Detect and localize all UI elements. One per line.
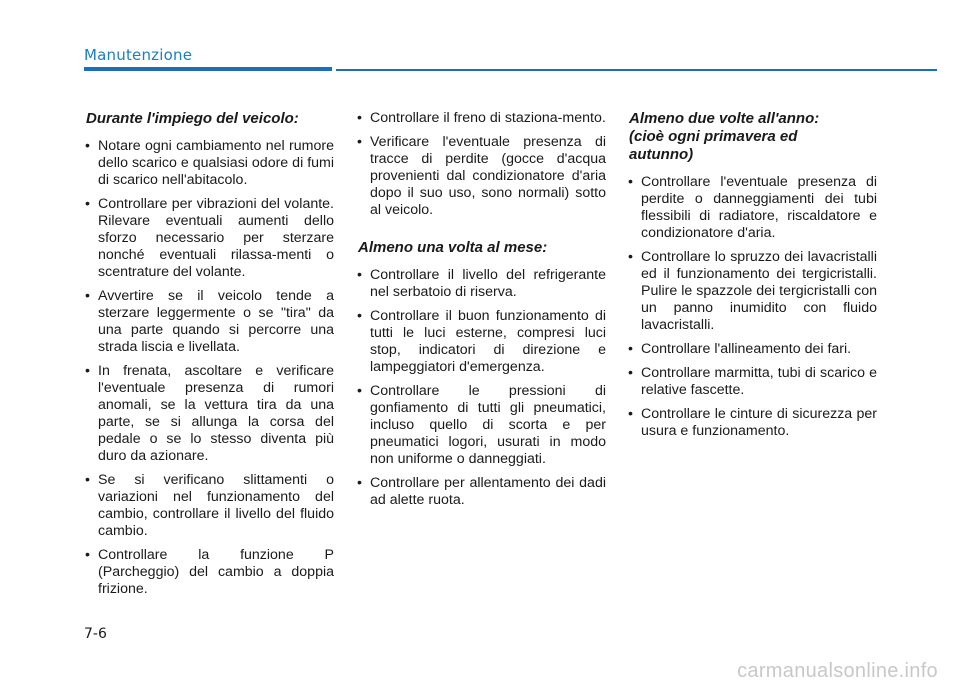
column-2 <box>356 110 606 516</box>
list-item: • Avvertire se il veicolo tende a sterzare leggermente o se "tira" da una parte quando si percorre una strada liscia e livellata. <box>84 288 334 356</box>
list-item: • Controllare le pressioni di gonfiamento di tutti gli pneumatici, incluso quello di scorta e per pneumatici logori, usurati in modo non uniforme o danneggiati. <box>356 383 606 468</box>
list-item: • Controllare marmitta, tubi di scarico e relative fascette. <box>627 365 877 399</box>
checklist-twice-yearly <box>627 174 877 440</box>
list-item: • In frenata, ascoltare e verificare l'eventuale presenza di rumori anomali, se la vettura tira da una parte, se si allunga la corsa del pedale o se lo stesso diventa più duro da azionare. <box>84 363 334 465</box>
checklist-monthly <box>356 267 606 509</box>
list-item: • Controllare lo spruzzo dei lavacristalli ed il funzionamento dei tergicristalli. Pulire le spazzole dei tergicristalli con un panno inumidito con fluido lavacristalli. <box>627 249 877 334</box>
list-item: • Controllare la funzione P (Parcheggio) del cambio a doppia frizione. <box>84 547 334 598</box>
section-heading-driving: Durante l'impiego del veicolo: <box>86 110 299 127</box>
list-item: • Controllare per allentamento dei dadi ad alette ruota. <box>356 475 606 509</box>
list-item: • Verificare l'eventuale presenza di tracce di perdite (gocce d'acqua provenienti dal condizionatore d'aria dopo il suo uso, sono normali) sotto al veicolo. <box>356 134 606 219</box>
watermark: carmanualsonline.info <box>737 660 938 682</box>
heading-line: autunno) <box>629 146 694 163</box>
section-heading-twice-yearly <box>629 110 877 164</box>
list-item: • Controllare l'allineamento dei fari. <box>627 341 877 358</box>
header-rule-thin <box>336 69 937 71</box>
checklist-driving-continued <box>356 110 606 219</box>
section-heading-monthly: Almeno una volta al mese: <box>358 239 548 256</box>
list-item: • Notare ogni cambiamento nel rumore dello scarico e qualsiasi odore di fumi di scarico nell'abitacolo. <box>84 138 334 189</box>
list-item: • Controllare le cinture di sicurezza per usura e funzionamento. <box>627 406 877 440</box>
header-rule-thick <box>84 67 332 71</box>
list-item: • Controllare il buon funzionamento di tutti le luci esterne, compresi luci stop, indicatori di direzione e lampeggiatori d'emergenza. <box>356 308 606 376</box>
heading-line: Almeno due volte all'anno: <box>629 110 820 127</box>
list-item: • Controllare il livello del refrigerante nel serbatoio di riserva. <box>356 267 606 301</box>
list-item: • Controllare per vibrazioni del volante. Rilevare eventuali aumenti dello sforzo necessario per sterzare nonché eventuali rilassa-menti o scentrature del volante. <box>84 196 334 281</box>
list-item: • Controllare il freno di staziona-mento. <box>356 110 606 127</box>
column-3 <box>627 110 877 447</box>
list-item: • Se si verificano slittamenti o variazioni nel funzionamento del cambio, controllare il livello del fluido cambio. <box>84 472 334 540</box>
heading-line: (cioè ogni primavera ed <box>629 128 798 145</box>
page-number: 7-6 <box>84 626 107 642</box>
list-item: • Controllare l'eventuale presenza di perdite o danneggiamenti dei tubi flessibili di radiatore, riscaldatore e condizionatore d'aria. <box>627 174 877 242</box>
header-title: Manutenzione <box>84 46 193 64</box>
checklist-driving <box>84 138 334 598</box>
column-1 <box>84 110 334 605</box>
